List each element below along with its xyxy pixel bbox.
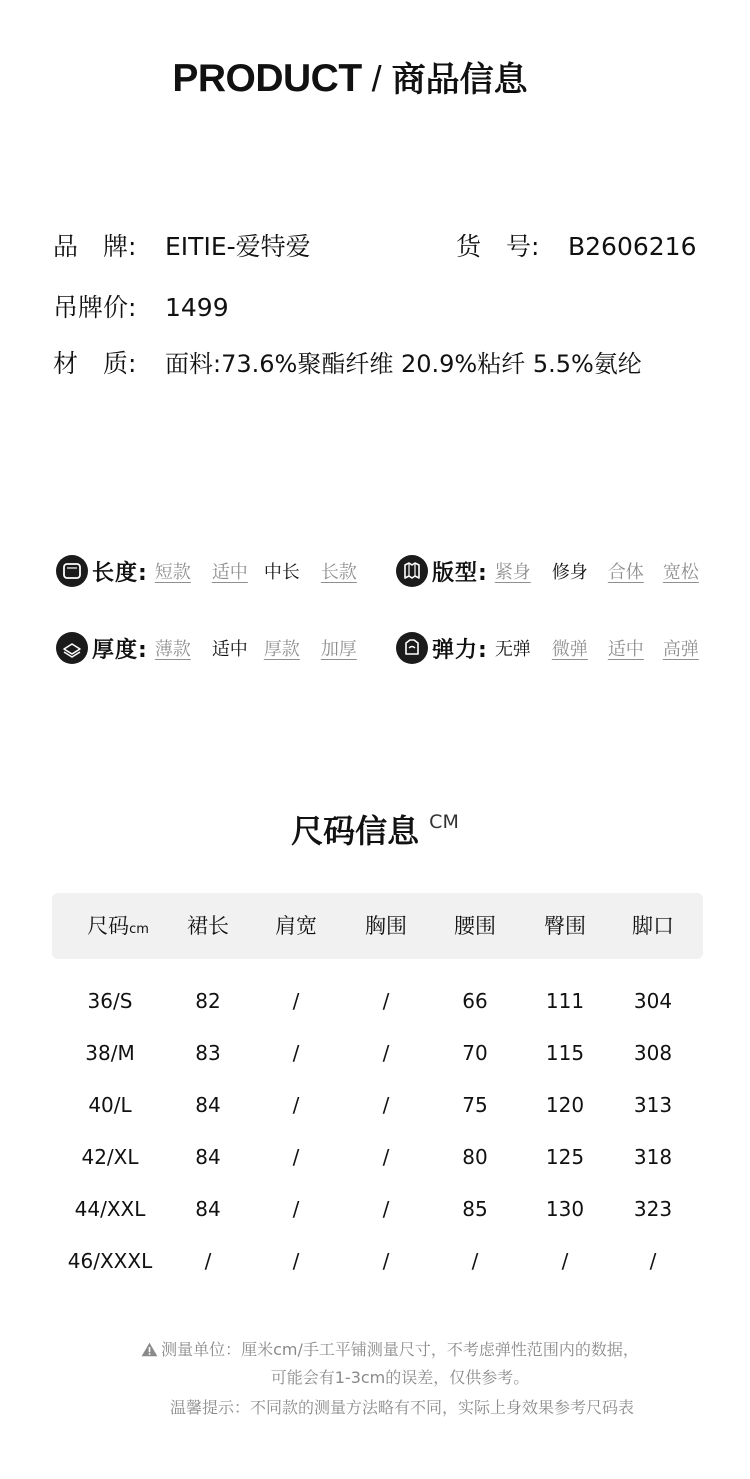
cell-size: 46/XXXL [67, 1249, 153, 1273]
price-row [53, 288, 229, 324]
sku-row [456, 227, 697, 263]
option-0: 紧身 [494, 562, 531, 583]
brand-row [53, 227, 311, 263]
attribute-thickness [56, 630, 357, 666]
cell-hip: 120 [545, 1093, 585, 1117]
warning-icon [141, 1342, 158, 1357]
cell-length: 82 [195, 989, 221, 1013]
size-title: 尺码信息 [291, 812, 420, 850]
attribute-elasticity [396, 630, 699, 666]
brand-label: 品 牌: [53, 232, 137, 261]
attribute-length [56, 553, 357, 589]
cell-chest: / [382, 1041, 390, 1065]
cell-chest: / [382, 1093, 390, 1117]
header-hem: 脚口 [632, 914, 674, 938]
option-0-selected: 无弹 [494, 639, 531, 660]
header-unit: cm [129, 922, 149, 937]
option-2: 合体 [607, 562, 644, 583]
attribute-fit [396, 553, 699, 589]
header-shoulder: 肩宽 [275, 914, 317, 938]
option-2: 适中 [607, 639, 644, 660]
page-header [0, 52, 700, 101]
price-label: 吊牌价: [53, 293, 137, 322]
table-row [0, 1243, 750, 1279]
header-title-zh: 商品信息 [391, 60, 528, 100]
header-waist: 腰围 [454, 914, 496, 938]
cell-size: 44/XXL [74, 1197, 146, 1221]
table-row [0, 983, 750, 1019]
note-line-3: 温馨提示：不同款的测量方法略有不同，实际上身效果参考尺码表 [169, 1398, 634, 1417]
size-table-header-cells [0, 893, 750, 959]
table-row [0, 1035, 750, 1071]
option-3: 长款 [320, 562, 357, 583]
elasticity-icon [396, 632, 428, 664]
header-separator: / [371, 58, 382, 99]
cell-waist: 85 [462, 1197, 488, 1221]
size-section-title [0, 806, 750, 852]
option-3: 高弹 [662, 639, 699, 660]
option-1-selected: 修身 [551, 562, 588, 583]
note-text-1: 测量单位：厘米cm/手工平铺测量尺寸，不考虑弹性范围内的数据， [161, 1340, 639, 1359]
attribute-name: 长度: [92, 560, 148, 586]
attribute-name: 弹力: [432, 637, 488, 663]
attribute-name: 版型: [432, 560, 488, 586]
cell-size: 38/M [85, 1041, 135, 1065]
option-2-selected: 中长 [263, 562, 300, 583]
material-value: 面料:73.6%聚酯纤维 20.9%粘纤 5.5%氨纶 [165, 350, 642, 378]
header-size: 尺码cm [87, 914, 149, 938]
size-unit: CM [429, 811, 459, 833]
cell-hem: 308 [633, 1041, 673, 1065]
table-row [0, 1087, 750, 1123]
option-1: 适中 [211, 562, 248, 583]
cell-chest: / [382, 989, 390, 1013]
cell-hip: 130 [545, 1197, 585, 1221]
attribute-name: 厚度: [92, 637, 148, 663]
cell-shoulder: / [292, 1249, 300, 1273]
cell-length: / [204, 1249, 212, 1273]
header-hip: 臀围 [544, 914, 586, 938]
cell-hem: 323 [633, 1197, 673, 1221]
cell-hip: / [561, 1249, 569, 1273]
option-0: 薄款 [154, 639, 191, 660]
note-line-2: 可能会有1-3cm的误差，仅供参考。 [270, 1368, 530, 1387]
cell-length: 84 [195, 1197, 221, 1221]
material-label: 材 质: [53, 349, 137, 378]
brand-value: EITIE-爱特爱 [165, 232, 311, 261]
cell-waist: / [471, 1249, 479, 1273]
fit-icon [396, 555, 428, 587]
option-3: 宽松 [662, 562, 699, 583]
sku-label: 货 号: [456, 232, 540, 261]
cell-length: 84 [195, 1145, 221, 1169]
cell-shoulder: / [292, 1197, 300, 1221]
cell-length: 83 [195, 1041, 221, 1065]
cell-chest: / [382, 1145, 390, 1169]
cell-shoulder: / [292, 1041, 300, 1065]
option-3: 加厚 [320, 639, 357, 660]
cell-waist: 70 [462, 1041, 488, 1065]
header-length: 裙长 [187, 914, 229, 938]
note-line-1 [0, 1337, 750, 1360]
price-value: 1499 [165, 293, 229, 322]
cell-waist: 66 [462, 989, 488, 1013]
option-1-selected: 适中 [211, 639, 248, 660]
cell-size: 36/S [87, 989, 133, 1013]
cell-hem: 318 [633, 1145, 673, 1169]
cell-hip: 125 [545, 1145, 585, 1169]
material-row [53, 344, 642, 380]
cell-shoulder: / [292, 1145, 300, 1169]
cell-hem: 304 [633, 989, 673, 1013]
header-chest: 胸围 [365, 914, 407, 938]
sku-value: B2606216 [568, 232, 697, 261]
cell-hip: 115 [545, 1041, 585, 1065]
cell-waist: 75 [462, 1093, 488, 1117]
option-2: 厚款 [263, 639, 300, 660]
header-title-en: PRODUCT [172, 57, 362, 100]
cell-shoulder: / [292, 1093, 300, 1117]
table-row [0, 1139, 750, 1175]
cell-chest: / [382, 1249, 390, 1273]
option-0: 短款 [154, 562, 191, 583]
thickness-icon [56, 632, 88, 664]
cell-waist: 80 [462, 1145, 488, 1169]
length-icon [56, 555, 88, 587]
cell-chest: / [382, 1197, 390, 1221]
cell-size: 40/L [88, 1093, 132, 1117]
cell-shoulder: / [292, 989, 300, 1013]
cell-hip: 111 [545, 989, 585, 1013]
cell-size: 42/XL [81, 1145, 139, 1169]
cell-hem: 313 [633, 1093, 673, 1117]
cell-length: 84 [195, 1093, 221, 1117]
cell-hem: / [649, 1249, 657, 1273]
table-row [0, 1191, 750, 1227]
option-1: 微弹 [551, 639, 588, 660]
